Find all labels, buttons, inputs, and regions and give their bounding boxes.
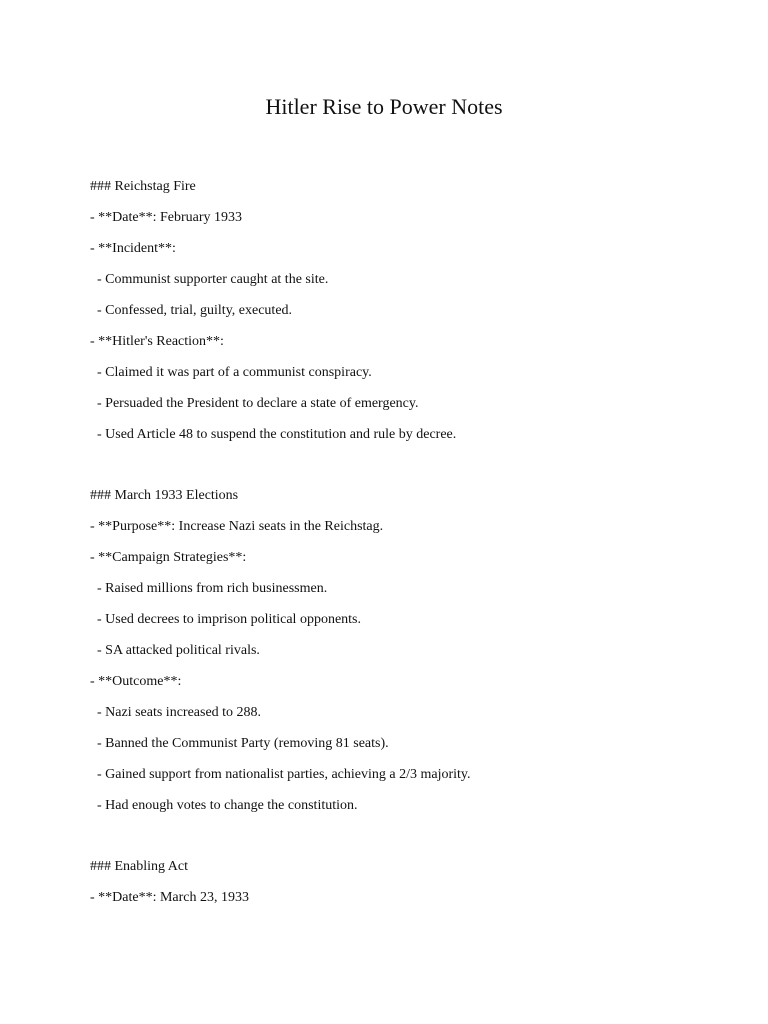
section-heading: ### Enabling Act bbox=[90, 859, 188, 874]
section-march-1933-elections bbox=[90, 480, 730, 821]
note-line: - **Purpose**: Increase Nazi seats in the Reichstag. bbox=[90, 519, 384, 534]
note-line: - **Outcome**: bbox=[90, 674, 182, 689]
section-heading: ### March 1933 Elections bbox=[90, 488, 239, 503]
note-subline: - Gained support from nationalist parties, achieving a 2/3 majority. bbox=[90, 767, 471, 782]
note-line: - **Campaign Strategies**: bbox=[90, 550, 247, 565]
note-line: - **Incident**: bbox=[90, 241, 176, 256]
section-spacer bbox=[90, 821, 730, 851]
note-subline: - Confessed, trial, guilty, executed. bbox=[90, 303, 293, 318]
note-subline: - Had enough votes to change the constitution. bbox=[90, 798, 358, 813]
note-subline: - Persuaded the President to declare a state of emergency. bbox=[90, 396, 419, 411]
note-subline: - Used decrees to imprison political opponents. bbox=[90, 612, 361, 627]
note-line: - **Hitler's Reaction**: bbox=[90, 334, 224, 349]
page-title: Hitler Rise to Power Notes bbox=[265, 94, 503, 119]
section-enabling-act bbox=[90, 851, 730, 913]
note-subline: - Nazi seats increased to 288. bbox=[90, 705, 262, 720]
note-subline: - Used Article 48 to suspend the constitution and rule by decree. bbox=[90, 427, 457, 442]
note-subline: - Raised millions from rich businessmen. bbox=[90, 581, 328, 596]
note-subline: - Communist supporter caught at the site. bbox=[90, 272, 329, 287]
notes-body bbox=[90, 171, 730, 913]
note-subline: - SA attacked political rivals. bbox=[90, 643, 260, 658]
note-line: - **Date**: February 1933 bbox=[90, 210, 243, 225]
note-subline: - Banned the Communist Party (removing 81 seats). bbox=[90, 736, 389, 751]
note-subline: - Claimed it was part of a communist conspiracy. bbox=[90, 365, 372, 380]
section-spacer bbox=[90, 450, 730, 480]
section-heading: ### Reichstag Fire bbox=[90, 179, 196, 194]
note-line: - **Date**: March 23, 1933 bbox=[90, 890, 250, 905]
section-reichstag-fire bbox=[90, 171, 730, 450]
